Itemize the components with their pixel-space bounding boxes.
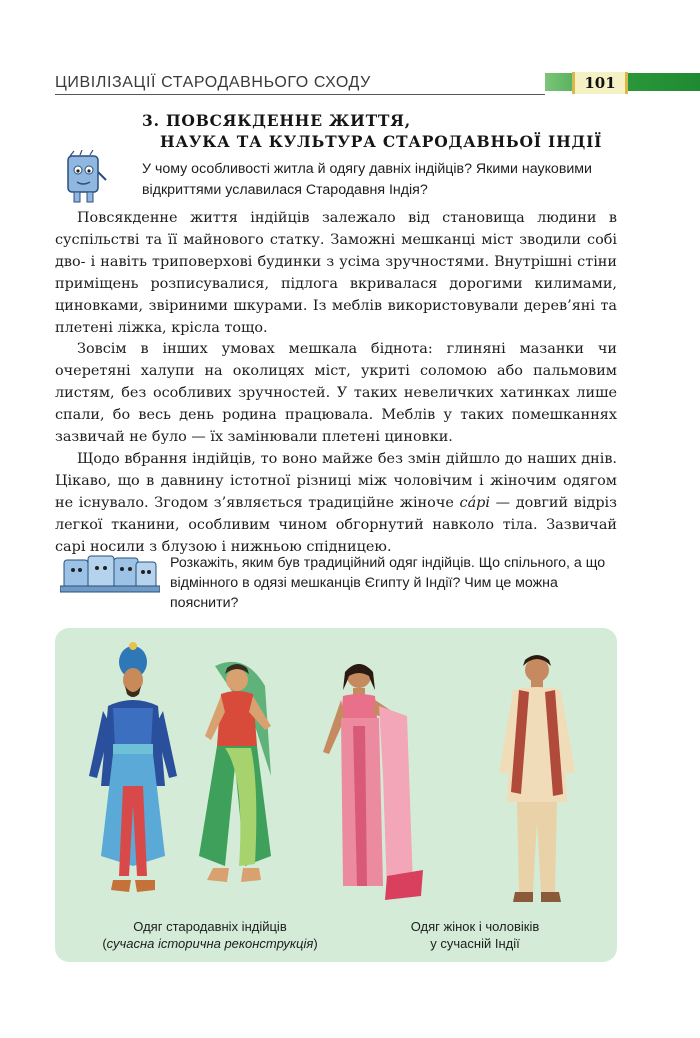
paragraph-1: Повсякденне життя індійців залежало від становища людини в суспільстві та її майнового статку. Заможні мешканці міст зводили собі дво- і навіть триповерхові будинки з усіма зручностями. Внутрішні стіни приміщень розписувалися, підлога вкривалася дорогими килимами, циновками, звіриними шкурами. Із меблів використовували дерев’яні та плетені ліжка, крісла тощо. <box>55 210 617 336</box>
intro-question: У чому особливості житла й одягу давніх індійців? Якими науковими відкриттями уславилася Стародавня Індія? <box>142 161 592 198</box>
page-number: 101 <box>572 72 628 94</box>
caption-modern-clothing <box>355 918 595 952</box>
header-rule <box>55 94 545 95</box>
modern-woman-photo <box>313 656 423 911</box>
caption-ancient-line2: сучасна історична реконструкція <box>106 936 314 951</box>
modern-man-photo <box>487 652 587 912</box>
caption-modern-line2: у сучасній Індії <box>430 936 520 951</box>
figure-panel <box>55 628 617 962</box>
section-title-line1: 3. ПОВСЯКДЕННЕ ЖИТТЯ, <box>142 111 411 130</box>
term-sari: сáрі <box>459 494 490 511</box>
ancient-man-illustration <box>83 636 183 911</box>
paragraph-3 <box>55 449 617 559</box>
caption-ancient-clothing: Одяг стародавніх індійців (сучасна історична реконструкція) <box>102 919 318 951</box>
body-text <box>55 208 617 559</box>
chapter-title: ЦИВІЛІЗАЦІЇ СТАРОДАВНЬОГО СХОДУ <box>55 74 371 91</box>
section-title <box>142 110 602 152</box>
paragraph-3-part-a: Щодо вбрання індійців, то воно майже без змін дійшло до наших днів. Цікаво, що в давнину істотної різниці між чоловічим і жіночим одягом не існувало. Згодом з’являється традиційне жіноче <box>55 450 617 511</box>
paragraph-2: Зовсім в інших умовах мешкала біднота: глиняні мазанки чи очеретяні халупи на околицях міст, укриті соломою або пальмовим листям, без особливих зручностей. У таких невеличких хатинках лише спали, бо весь день родина працювала. Меблів у таких помешканнях зазвичай не було — їх замінювали плетені циновки. <box>55 341 617 446</box>
caption-ancient-line1: Одяг стародавніх індійців <box>133 919 287 934</box>
task-question: Розкажіть, яким був традиційний одяг індійців. Що спільного, а що відмінного в одязі мешканців Єгипту й Індії? Чим це можна пояснити? <box>170 555 606 611</box>
group-discussion-icon <box>60 552 160 596</box>
paragraph-3-part-b: — довгий відріз легкої тканини, особливим чином обгорнутий навколо тіла. Зазвичай сарі носили з блузою і нижньою спідницею. <box>55 494 617 555</box>
mascot-question-icon <box>60 150 110 206</box>
section-title-line2: НАУКА ТА КУЛЬТУРА СТАРОДАВНЬОЇ ІНДІЇ <box>160 132 603 151</box>
caption-modern-line1: Одяг жінок і чоловіків <box>410 919 540 934</box>
ancient-woman-illustration <box>185 656 285 911</box>
